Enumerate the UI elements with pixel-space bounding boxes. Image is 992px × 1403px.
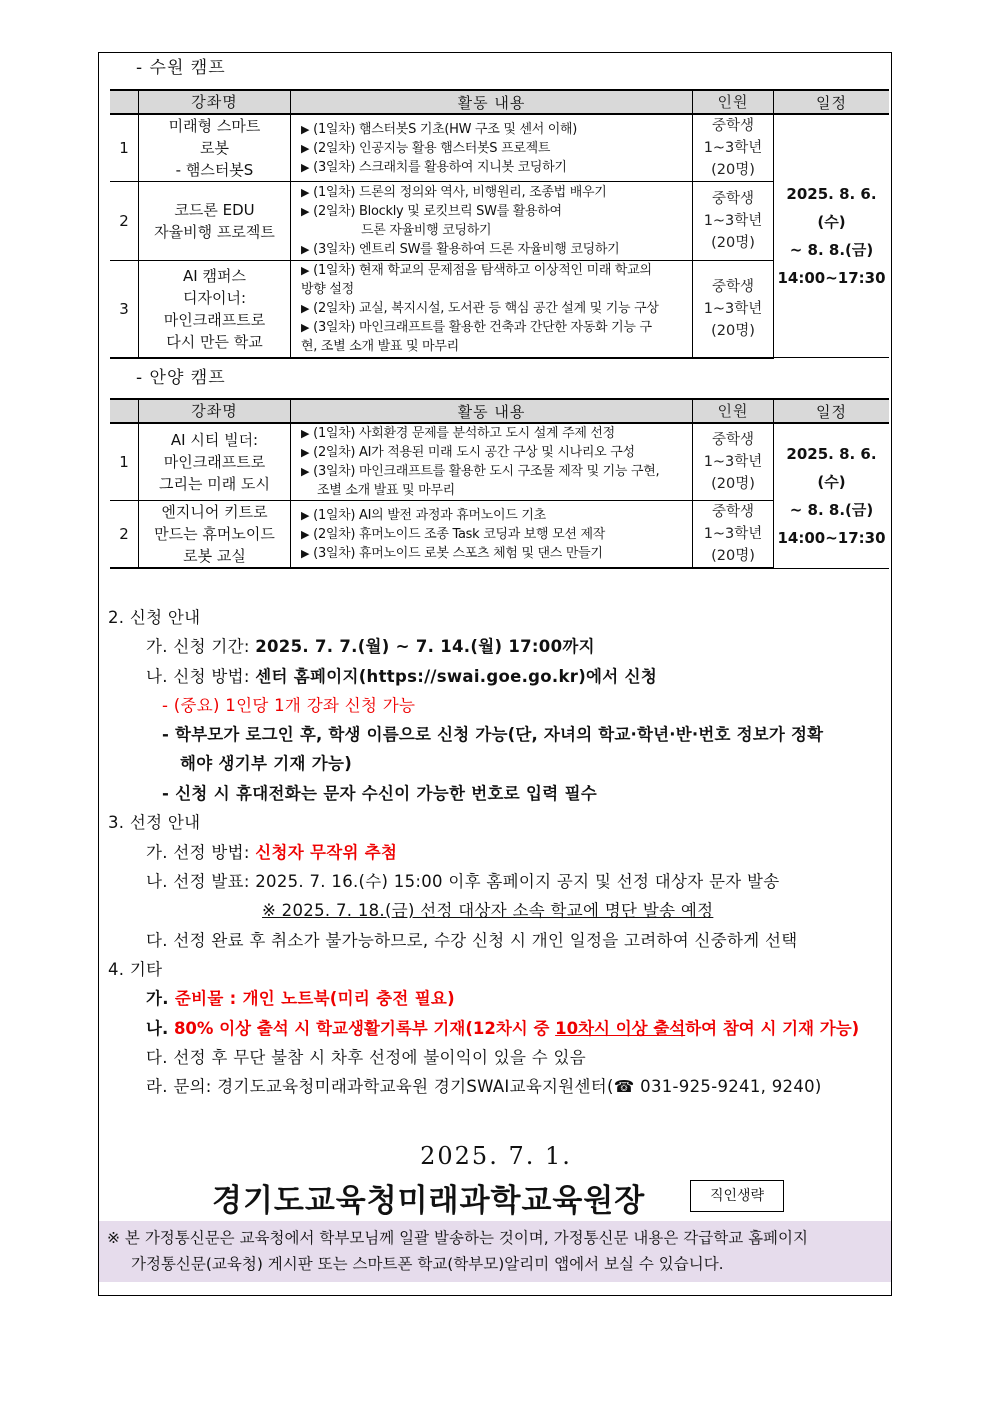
selection-cancel: 다. 선정 완료 후 취소가 불가능하므로, 수강 신청 시 개인 일정을 고려하여 신중하게 선택 [146,931,798,950]
notice-line-1: ※ 본 가정통신문은 교육청에서 학부모님께 일괄 발송하는 것이며, 가정통신문 내용은 각급학교 홈페이지 [107,1229,808,1247]
triangle-bullet-icon: ▶ [301,186,310,199]
section-4-title: 4. 기타 [108,960,163,979]
header-course: 강좌명 [139,399,291,423]
triangle-bullet-icon: ▶ [301,141,310,155]
activity-item: ▶ (1일차) 드론의 정의와 역사, 비행원리, 조종법 배우기 [301,185,607,200]
activity-item: ▶ (1일차) 햄스터봇S 기초(HW 구조 및 센서 이해) [301,121,578,137]
issue-date: 2025. 7. 1. [420,1142,572,1170]
row-no: 1 [110,114,139,182]
triangle-bullet-icon: ▶ [301,446,310,459]
activity-item: ▶ (3일차) 마인크래프트를 활용한 건축과 간단한 자동화 기능 구 [301,320,652,336]
table-row [110,261,889,358]
triangle-bullet-icon: ▶ [301,546,310,560]
activity-item: ▶ (1일차) 사회환경 문제를 분석하고 도시 설계 주제 선정 [301,426,615,441]
table-row [110,114,889,182]
capacity: 중학생 1~3학년 (20명) [693,261,774,358]
course-name: AI 시티 빌더: 마인크래프트로 그리는 미래 도시 [139,423,291,501]
anyang-camp-table [110,398,889,569]
course-name-line: 로봇 [200,139,229,157]
header-course: 강좌명 [139,90,291,114]
activity-item: ▶ (3일차) 휴머노이드 로봇 스포츠 체험 및 댄스 만들기 [301,545,603,561]
notice-line-2: 가정통신문(교육청) 게시판 또는 스마트폰 학교(학부모)알리미 앱에서 보실 수 있습니다. [131,1255,724,1273]
course-name: AI 캠퍼스 디자이너: 마인크래프트로 다시 만든 학교 [139,261,291,358]
activity-item: ▶ (2일차) 교실, 복지시설, 도서관 등 핵심 공간 설계 및 기능 구상 [301,301,659,317]
apply-period: 가. 신청 기간: 2025. 7. 7.(월) ~ 7. 14.(월) 17:00까지 [146,637,595,656]
activity-item: ▶ (1일차) 현재 학교의 문제점을 탐색하고 이상적인 미래 학교의 [301,263,652,279]
schedule: 2025. 8. 6.(수) ~ 8. 8.(금) 14:00~17:30 [774,423,890,568]
header-schedule: 일정 [774,399,890,423]
header-no [110,90,139,114]
course-name: 코드론 EDU 자율비행 프로젝트 [139,182,291,261]
table-row [110,423,889,501]
row-no: 2 [110,501,139,569]
course-name: 엔지니어 키트로 만드는 휴머노이드 로봇 교실 [139,501,291,569]
selection-announce-note: ※ 2025. 7. 18.(금) 선정 대상자 소속 학교에 명단 발송 예정 [262,901,714,920]
triangle-bullet-icon: ▶ [301,427,310,440]
activity-item-continued: 현, 조별 소개 발표 및 마무리 [301,339,459,355]
activity-item: ▶ (2일차) AI가 적용된 미래 도시 공간 구상 및 시나리오 구성 [301,445,635,460]
course-name [139,114,291,182]
triangle-bullet-icon: ▶ [301,160,310,174]
table-row [110,182,889,261]
capacity: 중학생 1~3학년 (20명) [693,423,774,501]
course-name-line: 미래형 스마트 [168,117,261,135]
apply-note-parent: - 학부모가 로그인 후, 학생 이름으로 신청 가능(단, 자녀의 학교·학년·반·번호 정보가 정확 [162,725,824,744]
apply-note-important: - (중요) 1인당 1개 강좌 신청 가능 [162,696,416,715]
seal-omitted-stamp: 직인생략 [690,1180,784,1212]
activity-list [291,114,693,182]
table-row [110,501,889,569]
activity-item-continued: 방향 설정 [301,282,354,298]
capacity: 중학생 1~3학년 (20명) [693,114,774,182]
selection-announce: 나. 선정 발표: 2025. 7. 16.(수) 15:00 이후 홈페이지 공지 및 선정 대상자 문자 발송 [146,872,780,891]
activity-item-continued: 조별 소개 발표 및 마무리 [317,483,455,498]
activity-item: ▶ (2일차) 인공지능 활용 햄스터봇S 프로젝트 [301,140,551,156]
header-no [110,399,139,423]
misc-attendance: 나. 80% 이상 출석 시 학교생활기록부 기재(12차시 중 10차시 이상 출석하여 참여 시 기재 가능) [146,1019,860,1038]
table-header-row [110,90,889,114]
header-activity: 활동 내용 [291,399,693,423]
activity-item: ▶ (3일차) 마인크래프트를 활용한 도시 구조물 제작 및 기능 구현, [301,464,660,479]
triangle-bullet-icon: ▶ [301,465,310,478]
activity-list [291,423,693,501]
header-activity: 활동 내용 [291,90,693,114]
activity-list [291,501,693,569]
triangle-bullet-icon: ▶ [301,264,310,278]
triangle-bullet-icon: ▶ [301,205,310,218]
triangle-bullet-icon: ▶ [301,321,310,335]
capacity: 중학생 1~3학년 (20명) [693,501,774,569]
selection-method: 가. 선정 방법: 신청자 무작위 추첨 [146,843,398,862]
notice-box [99,1221,891,1282]
suwon-camp-title: - 수원 캠프 [136,58,226,78]
apply-method: 나. 신청 방법: 센터 홈페이지(https://swai.goe.go.kr)에서 신청 [146,667,658,686]
row-no: 3 [110,261,139,358]
table-header-row [110,399,889,423]
schedule: 2025. 8. 6.(수) ~ 8. 8.(금) 14:00~17:30 [774,114,890,358]
section-3-title: 3. 선정 안내 [108,813,201,832]
misc-supplies: 가. 준비물 : 개인 노트북(미리 충전 필요) [146,989,456,1008]
row-no: 2 [110,182,139,261]
activity-item: ▶ (3일차) 엔트리 SW를 활용하여 드론 자율비행 코딩하기 [301,242,620,257]
activity-item: ▶ (1일차) AI의 발전 과정과 휴머노이드 기초 [301,507,546,523]
triangle-bullet-icon: ▶ [301,302,310,316]
section-2-title: 2. 신청 안내 [108,608,201,627]
header-capacity: 인원 [693,399,774,423]
triangle-bullet-icon: ▶ [301,243,310,256]
activity-item-continued: 드론 자율비행 코딩하기 [361,223,492,238]
activity-item: ▶ (3일차) 스크래치를 활용하여 지니봇 코딩하기 [301,159,567,175]
triangle-bullet-icon: ▶ [301,527,310,541]
apply-note-parent-cont: 해야 생기부 기재 가능) [180,754,353,773]
row-no: 1 [110,423,139,501]
course-name-line: - 햄스터봇S [175,161,254,179]
triangle-bullet-icon: ▶ [301,122,310,136]
suwon-camp-table [110,89,889,359]
triangle-bullet-icon: ▶ [301,508,310,522]
activity-list [291,182,693,261]
apply-note-phone: - 신청 시 휴대전화는 문자 수신이 가능한 번호로 입력 필수 [162,784,598,803]
header-capacity: 인원 [693,90,774,114]
issuing-organization: 경기도교육청미래과학교육원장 [212,1183,646,1219]
header-schedule: 일정 [774,90,890,114]
anyang-camp-title: - 안양 캠프 [136,368,226,388]
activity-item: ▶ (2일차) 휴머노이드 조종 Task 코딩과 보행 모션 제작 [301,526,606,542]
activity-list [291,261,693,358]
misc-absence: 다. 선정 후 무단 불참 시 차후 선정에 불이익이 있을 수 있음 [146,1048,587,1067]
activity-item: ▶ (2일차) Blockly 및 로킷브릭 SW를 활용하여 [301,204,562,219]
misc-contact: 라. 문의: 경기도교육청미래과학교육원 경기SWAI교육지원센터(☎ 031-925-9241, 9240) [146,1077,822,1096]
capacity: 중학생 1~3학년 (20명) [693,182,774,261]
